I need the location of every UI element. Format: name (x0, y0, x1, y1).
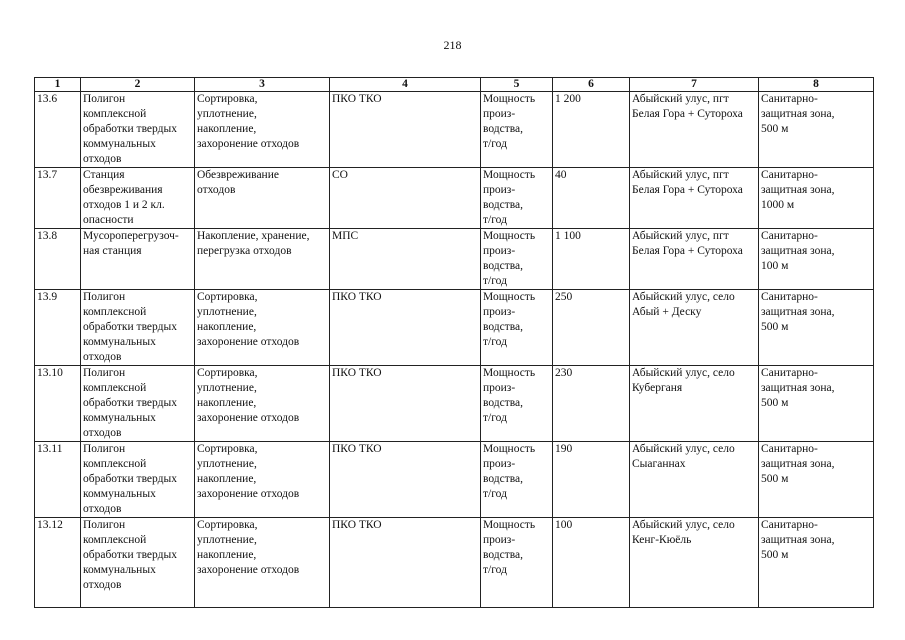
col-header-5: 5 (481, 78, 553, 92)
cell-zone-line: 500 м (761, 123, 789, 135)
col-header-4: 4 (330, 78, 481, 92)
cell-operations-line: захоронение отходов (197, 412, 300, 424)
cell-measure-line: водства, (483, 321, 524, 333)
cell-facility-name-line: коммунальных (83, 488, 156, 500)
table-row (35, 229, 874, 290)
cell-measure-line: произ- (483, 306, 516, 318)
cell-measure (481, 229, 553, 290)
cell-location (630, 229, 759, 290)
cell-number: 13.11 (35, 442, 81, 518)
cell-code: ПКО ТКО (330, 290, 481, 366)
cell-facility-name-line: обработки твердых (83, 549, 177, 561)
cell-zone-line: 500 м (761, 549, 789, 561)
cell-measure (481, 518, 553, 608)
cell-measure-line: водства, (483, 199, 524, 211)
cell-operations-line: захоронение отходов (197, 138, 300, 150)
cell-operations-line: накопление, (197, 549, 257, 561)
cell-location (630, 442, 759, 518)
cell-facility-name-line: Станция (83, 169, 125, 181)
cell-facility-name-line: обработки твердых (83, 321, 177, 333)
cell-location (630, 92, 759, 168)
cell-facility-name-line: ная станция (83, 245, 142, 257)
cell-measure (481, 92, 553, 168)
cell-measure-line: т/год (483, 336, 507, 348)
cell-location-line: Белая Гора + Сутороха (632, 245, 743, 257)
cell-facility-name-line: отходов (83, 503, 122, 515)
cell-zone-line: 500 м (761, 397, 789, 409)
cell-facility-name (81, 229, 195, 290)
cell-facility-name-line: отходов 1 и 2 кл. (83, 199, 165, 211)
cell-facility-name-line: комплексной (83, 382, 147, 394)
cell-operations-line: Накопление, хранение, (197, 230, 310, 242)
cell-zone (759, 442, 874, 518)
cell-measure-line: водства, (483, 123, 524, 135)
cell-zone-line: 1000 м (761, 199, 795, 211)
cell-zone (759, 366, 874, 442)
cell-measure-line: водства, (483, 260, 524, 272)
cell-location-line: Сыаганнах (632, 458, 686, 470)
cell-measure-line: произ- (483, 534, 516, 546)
cell-measure-line: т/год (483, 412, 507, 424)
table-row (35, 442, 874, 518)
cell-operations-line: Обезвреживание (197, 169, 279, 181)
cell-zone (759, 290, 874, 366)
cell-facility-name (81, 442, 195, 518)
cell-measure-line: произ- (483, 184, 516, 196)
cell-measure-line: т/год (483, 275, 507, 287)
cell-facility-name-line: отходов (83, 427, 122, 439)
cell-operations (195, 442, 330, 518)
cell-location-line: Белая Гора + Сутороха (632, 184, 743, 196)
cell-operations-line: уплотнение, (197, 306, 257, 318)
table-body (35, 92, 874, 608)
cell-zone (759, 92, 874, 168)
cell-measure-line: произ- (483, 382, 516, 394)
cell-operations-line: накопление, (197, 321, 257, 333)
cell-number: 13.10 (35, 366, 81, 442)
cell-operations-line: перегрузка отходов (197, 245, 292, 257)
cell-operations-line: накопление, (197, 473, 257, 485)
table-row (35, 366, 874, 442)
cell-operations-line: накопление, (197, 123, 257, 135)
table-row (35, 290, 874, 366)
cell-zone-line: Санитарно- (761, 93, 818, 105)
cell-facility-name-line: комплексной (83, 458, 147, 470)
col-header-1: 1 (35, 78, 81, 92)
cell-facility-name-line: отходов (83, 351, 122, 363)
cell-operations-line: уплотнение, (197, 534, 257, 546)
cell-zone-line: Санитарно- (761, 169, 818, 181)
cell-location (630, 366, 759, 442)
col-header-3: 3 (195, 78, 330, 92)
cell-zone-line: Санитарно- (761, 519, 818, 531)
cell-operations (195, 290, 330, 366)
cell-code: СО (330, 168, 481, 229)
col-header-6: 6 (553, 78, 630, 92)
cell-facility-name-line: коммунальных (83, 336, 156, 348)
cell-zone-line: защитная зона, (761, 108, 835, 120)
cell-zone (759, 518, 874, 608)
cell-operations-line: Сортировка, (197, 367, 258, 379)
cell-zone-line: 500 м (761, 473, 789, 485)
cell-measure-line: Мощность (483, 93, 536, 105)
cell-measure (481, 366, 553, 442)
cell-facility-name-line: Полигон (83, 519, 126, 531)
cell-zone-line: защитная зона, (761, 534, 835, 546)
cell-zone-line: защитная зона, (761, 184, 835, 196)
cell-operations (195, 92, 330, 168)
cell-number: 13.6 (35, 92, 81, 168)
cell-location-line: Куберганя (632, 382, 683, 394)
facilities-table (34, 77, 874, 608)
cell-zone-line: защитная зона, (761, 382, 835, 394)
cell-operations-line: Сортировка, (197, 519, 258, 531)
cell-facility-name-line: обезвреживания (83, 184, 163, 196)
header-row (35, 78, 874, 92)
cell-number: 13.7 (35, 168, 81, 229)
cell-location-line: Абыйский улус, пгт (632, 169, 729, 181)
cell-operations-line: Сортировка, (197, 93, 258, 105)
cell-facility-name (81, 92, 195, 168)
cell-zone-line: Санитарно- (761, 443, 818, 455)
cell-capacity: 1 200 (553, 92, 630, 168)
cell-number: 13.8 (35, 229, 81, 290)
cell-operations (195, 168, 330, 229)
col-header-2: 2 (81, 78, 195, 92)
cell-location-line: Абыйский улус, село (632, 519, 735, 531)
cell-zone-line: Санитарно- (761, 291, 818, 303)
cell-measure-line: водства, (483, 397, 524, 409)
cell-operations-line: захоронение отходов (197, 336, 300, 348)
cell-measure-line: т/год (483, 138, 507, 150)
cell-operations (195, 229, 330, 290)
cell-measure-line: т/год (483, 214, 507, 226)
cell-capacity: 190 (553, 442, 630, 518)
cell-measure-line: Мощность (483, 230, 536, 242)
table-row (35, 518, 874, 608)
cell-code: МПС (330, 229, 481, 290)
cell-measure-line: произ- (483, 245, 516, 257)
cell-operations-line: уплотнение, (197, 382, 257, 394)
cell-number: 13.9 (35, 290, 81, 366)
cell-facility-name-line: Полигон (83, 93, 126, 105)
cell-facility-name-line: обработки твердых (83, 397, 177, 409)
cell-measure-line: Мощность (483, 367, 536, 379)
cell-capacity: 1 100 (553, 229, 630, 290)
cell-operations-line: Сортировка, (197, 443, 258, 455)
cell-operations (195, 518, 330, 608)
cell-measure-line: Мощность (483, 291, 536, 303)
cell-capacity: 230 (553, 366, 630, 442)
cell-operations (195, 366, 330, 442)
cell-zone-line: Санитарно- (761, 230, 818, 242)
cell-facility-name-line: Полигон (83, 291, 126, 303)
cell-facility-name-line: Полигон (83, 367, 126, 379)
cell-measure (481, 442, 553, 518)
cell-operations-line: уплотнение, (197, 108, 257, 120)
cell-measure-line: т/год (483, 564, 507, 576)
table-row (35, 168, 874, 229)
cell-measure-line: водства, (483, 549, 524, 561)
cell-measure-line: произ- (483, 108, 516, 120)
cell-location (630, 168, 759, 229)
cell-facility-name-line: комплексной (83, 534, 147, 546)
cell-location (630, 290, 759, 366)
cell-zone (759, 229, 874, 290)
cell-zone-line: 100 м (761, 260, 789, 272)
cell-measure-line: Мощность (483, 169, 536, 181)
cell-facility-name-line: коммунальных (83, 412, 156, 424)
cell-facility-name-line: коммунальных (83, 138, 156, 150)
cell-location-line: Кенг-Кюёль (632, 534, 692, 546)
cell-zone-line: защитная зона, (761, 245, 835, 257)
cell-operations-line: отходов (197, 184, 236, 196)
cell-location-line: Белая Гора + Сутороха (632, 108, 743, 120)
cell-facility-name-line: обработки твердых (83, 123, 177, 135)
cell-zone-line: 500 м (761, 321, 789, 333)
cell-operations-line: уплотнение, (197, 458, 257, 470)
cell-code: ПКО ТКО (330, 442, 481, 518)
cell-location-line: Абыйский улус, село (632, 367, 735, 379)
cell-capacity: 40 (553, 168, 630, 229)
cell-facility-name-line: обработки твердых (83, 473, 177, 485)
cell-measure-line: водства, (483, 473, 524, 485)
cell-capacity: 250 (553, 290, 630, 366)
cell-facility-name (81, 168, 195, 229)
col-header-7: 7 (630, 78, 759, 92)
cell-zone-line: Санитарно- (761, 367, 818, 379)
cell-location-line: Абыйский улус, село (632, 443, 735, 455)
cell-code: ПКО ТКО (330, 92, 481, 168)
page-number: 218 (443, 38, 462, 52)
cell-location-line: Абыйский улус, пгт (632, 93, 729, 105)
cell-location-line: Абый + Деску (632, 306, 702, 318)
cell-facility-name-line: комплексной (83, 108, 147, 120)
cell-operations-line: Сортировка, (197, 291, 258, 303)
cell-facility-name-line: опасности (83, 214, 134, 226)
cell-operations-line: накопление, (197, 397, 257, 409)
cell-facility-name-line: коммунальных (83, 564, 156, 576)
cell-zone-line: защитная зона, (761, 306, 835, 318)
cell-code: ПКО ТКО (330, 366, 481, 442)
col-header-8: 8 (759, 78, 874, 92)
table-row (35, 92, 874, 168)
cell-facility-name-line: Мусороперегрузоч- (83, 230, 179, 242)
cell-measure-line: Мощность (483, 443, 536, 455)
cell-facility-name-line: отходов (83, 153, 122, 165)
cell-location (630, 518, 759, 608)
cell-measure-line: произ- (483, 458, 516, 470)
cell-capacity: 100 (553, 518, 630, 608)
cell-location-line: Абыйский улус, пгт (632, 230, 729, 242)
cell-measure (481, 290, 553, 366)
cell-operations-line: захоронение отходов (197, 488, 300, 500)
cell-number: 13.12 (35, 518, 81, 608)
cell-measure-line: т/год (483, 488, 507, 500)
cell-facility-name (81, 290, 195, 366)
cell-measure-line: Мощность (483, 519, 536, 531)
cell-facility-name-line: Полигон (83, 443, 126, 455)
cell-measure (481, 168, 553, 229)
cell-code: ПКО ТКО (330, 518, 481, 608)
cell-facility-name-line: комплексной (83, 306, 147, 318)
cell-location-line: Абыйский улус, село (632, 291, 735, 303)
cell-facility-name (81, 366, 195, 442)
cell-facility-name-line: отходов (83, 579, 122, 591)
cell-facility-name (81, 518, 195, 608)
cell-zone (759, 168, 874, 229)
cell-operations-line: захоронение отходов (197, 564, 300, 576)
cell-zone-line: защитная зона, (761, 458, 835, 470)
